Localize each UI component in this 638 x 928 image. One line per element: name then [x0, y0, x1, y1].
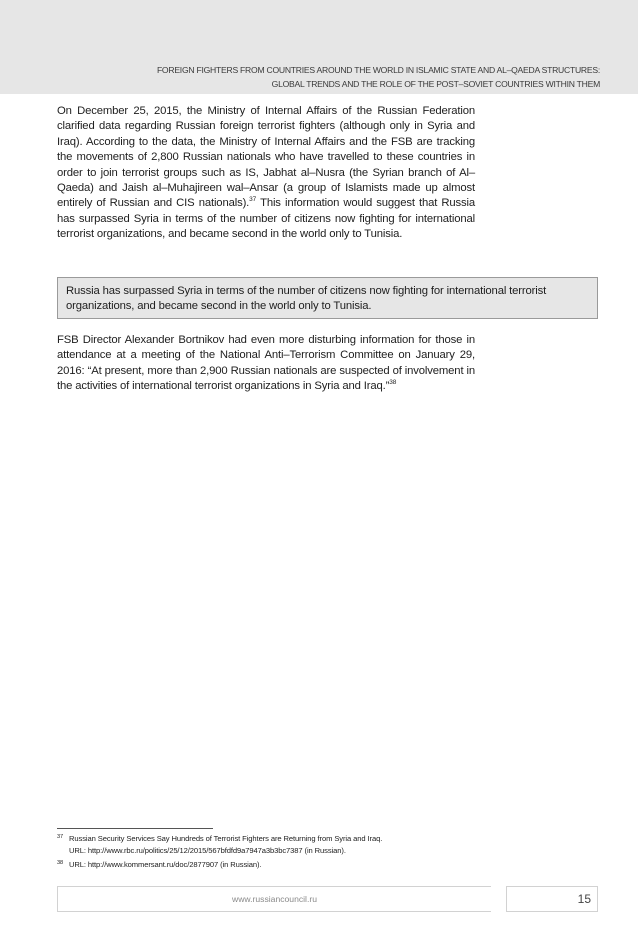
paragraph-2-text: FSB Director Alexander Bortnikov had even more disturbing information for those in attendance at a meeting of the National Anti–Terrorism Committee on January 29, 2016: “At present, more than 2,900 Russian nationals are suspected of involvement in the activities of international terrorist organizations in Syria and Iraq.” — [57, 334, 475, 393]
footer-site-box — [57, 886, 491, 912]
running-header-line2: GLOBAL TRENDS AND THE ROLE OF THE POST–SOVIET COUNTRIES WITHIN THEM — [271, 79, 600, 89]
body-paragraph-2 — [57, 333, 475, 395]
footer-site-link[interactable]: www.russiancouncil.ru — [231, 894, 317, 904]
footnote-number: 38 — [57, 860, 64, 866]
pull-quote-box — [57, 277, 598, 319]
footnote-number: 37 — [57, 834, 64, 840]
footnote-ref-38[interactable]: 38 — [389, 379, 397, 387]
paragraph-1-text: On December 25, 2015, the Ministry of Internal Affairs of the Russian Federation clarified data regarding Russian foreign terrorist fighters (although only in Syria and Iraq). According to the data, the Ministry of Internal Affairs and the FSB are tracking the movements of 2,800 Russian nationals who have travelled to these countries in order to join terrorist groups such as IS, Jabhat al–Nusra (the Syrian branch of Al–Qaeda) and Jaish al–Muhajireen wal–Ansar (a group of Islamists made up almost entirely of Russian and CIS nationals). — [57, 105, 475, 210]
page-number-box — [506, 886, 598, 912]
footnote-38 — [57, 859, 507, 871]
paragraph-1-tail: This information would suggest that Russia has surpassed Syria in terms of the number of citizens now fighting for international terrorist organizations, and became second in the world only to Tunisia. — [57, 197, 476, 241]
footnote-url[interactable]: URL: http://www.rbc.ru/politics/25/12/2015/567bfdfd9a7947a3b3bc7387 (in Russian). — [69, 845, 346, 855]
running-header-line1: FOREIGN FIGHTERS FROM COUNTRIES AROUND THE WORLD IN ISLAMIC STATE AND AL–QAEDA STRUCTURES: — [156, 65, 600, 75]
footnote-37 — [57, 833, 507, 856]
page-number: 15 — [577, 892, 591, 906]
footnote-divider — [57, 828, 213, 829]
footnote-url[interactable]: URL: http://www.kommersant.ru/doc/2877907 (in Russian). — [69, 860, 262, 869]
footnote-ref-37[interactable]: 37 — [249, 196, 257, 204]
running-header — [157, 63, 600, 91]
body-paragraph-1 — [57, 104, 475, 243]
footnotes — [57, 833, 507, 874]
pull-quote-text: Russia has surpassed Syria in terms of the number of citizens now fighting for international terrorist organizations, and became second in the world only to Tunisia. — [66, 285, 547, 313]
footnote-text: Russian Security Services Say Hundreds of Terrorist Fighters are Returning from Syria and Iraq. — [69, 834, 383, 843]
